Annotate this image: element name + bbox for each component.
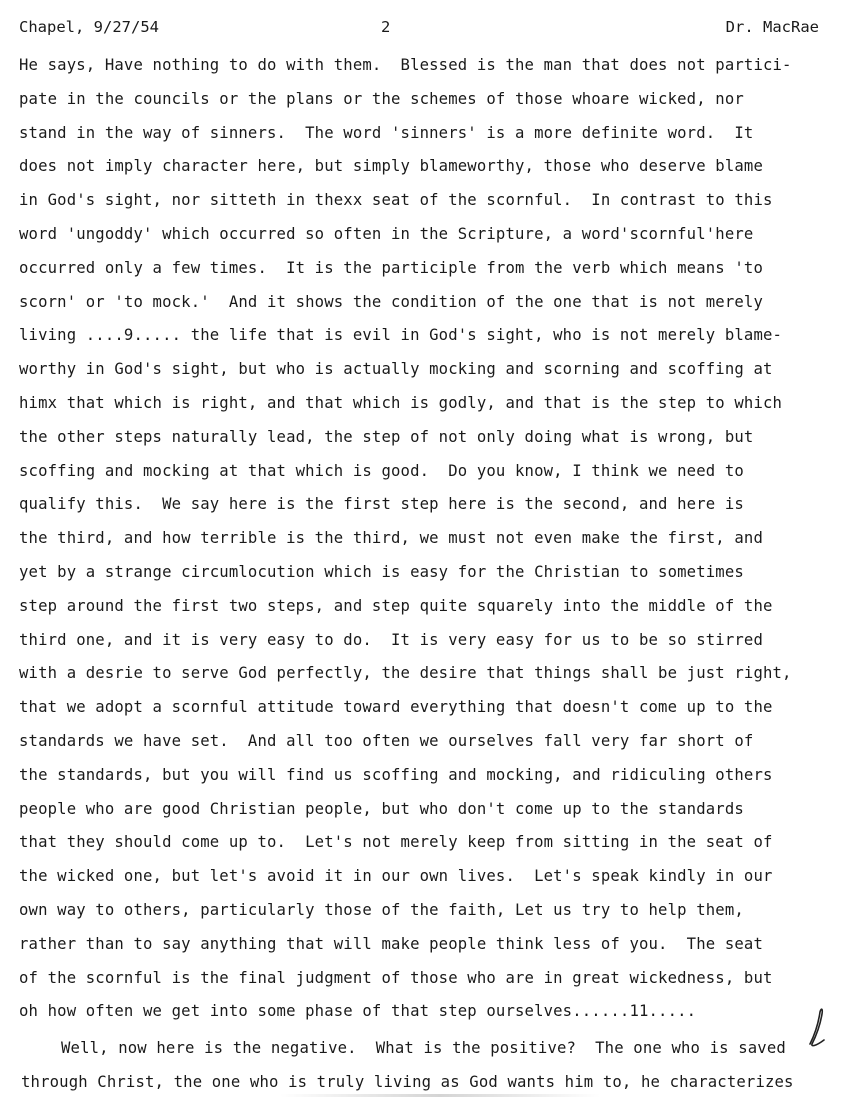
text-line-18: third one, and it is very easy to do. It is very easy for us to be so stirred [19,630,763,649]
page-number: 2 [381,18,391,36]
text-line-2: pate in the councils or the plans or the schemes of those whoare wicked, nor [19,89,744,108]
text-line-15: the third, and how terrible is the third, we must not even make the first, and [19,529,763,548]
text-line-22: the standards, but you will find us scoffing and mocking, and ridiculing others [19,765,773,784]
text-line-17: step around the first two steps, and step quite squarely into the middle of the [19,596,773,615]
text-line-19: with a desrie to serve God perfectly, the desire that things shall be just right, [19,664,792,683]
text-line-14: qualify this. We say here is the first step here is the second, and here is [19,495,744,514]
text-line-13: scoffing and mocking at that which is good. Do you know, I think we need to [19,461,744,480]
text-line-11: himx that which is right, and that which is godly, and that is the step to which [19,393,783,412]
text-line-29: oh how often we get into some phase of that step ourselves......11..... [19,1002,697,1021]
text-line-21: standards we have set. And all too often we ourselves fall very far short of [19,731,754,750]
text-line-28: of the scornful is the final judgment of those who are in great wickedness, but [19,968,773,987]
text-line-16: yet by a strange circumlocution which is easy for the Christian to sometimes [19,562,744,581]
text-line-9: living ....9..... the life that is evil in God's sight, who is not merely blame- [19,326,783,345]
text-line-6: word 'ungoddy' which occurred so often in the Scripture, a word'scornful'here [19,224,754,243]
scan-smudge [280,1094,600,1097]
body-text [19,49,839,1100]
text-line-10: worthy in God's sight, but who is actually mocking and scorning and scoffing at [19,360,773,379]
text-line-27: rather than to say anything that will make people think less of you. The seat [19,934,763,953]
text-line-26: own way to others, particularly those of the faith, Let us try to help them, [19,900,744,919]
text-line-1: He says, Have nothing to do with them. Blessed is the man that does not partici- [19,56,792,74]
text-line-25: the wicked one, but let's avoid it in our own lives. Let's speak kindly in our [19,867,773,886]
header-speaker: Dr. MacRae [725,18,819,36]
text-line-12: the other steps naturally lead, the step of not only doing what is wrong, but [19,427,754,446]
text-line-24: that they should come up to. Let's not merely keep from sitting in the seat of [19,833,773,852]
text-line-23: people who are good Christian people, but who don't come up to the standards [19,799,744,818]
text-line-3: stand in the way of sinners. The word 'sinners' is a more definite word. It [19,123,754,142]
text-line-5: in God's sight, nor sitteth in thexx seat of the scornful. In contrast to this [19,191,773,210]
text-line-7: occurred only a few times. It is the participle from the verb which means 'to [19,258,763,277]
header-chapel-date: Chapel, 9/27/54 [19,18,159,36]
text-line-4: does not imply character here, but simply blameworthy, those who deserve blame [19,157,763,176]
handwritten-correction-mark [806,1006,828,1048]
paragraph2-line-2: through Christ, the one who is truly living as God wants him to, he characterizes [21,1072,794,1091]
text-line-20: that we adopt a scornful attitude toward everything that doesn't come up to the [19,698,773,717]
text-line-8: scorn' or 'to mock.' And it shows the condition of the one that is not merely [19,292,763,311]
paragraph2-line-1: Well, now here is the negative. What is the positive? The one who is saved [61,1039,786,1058]
page-header [19,18,819,42]
